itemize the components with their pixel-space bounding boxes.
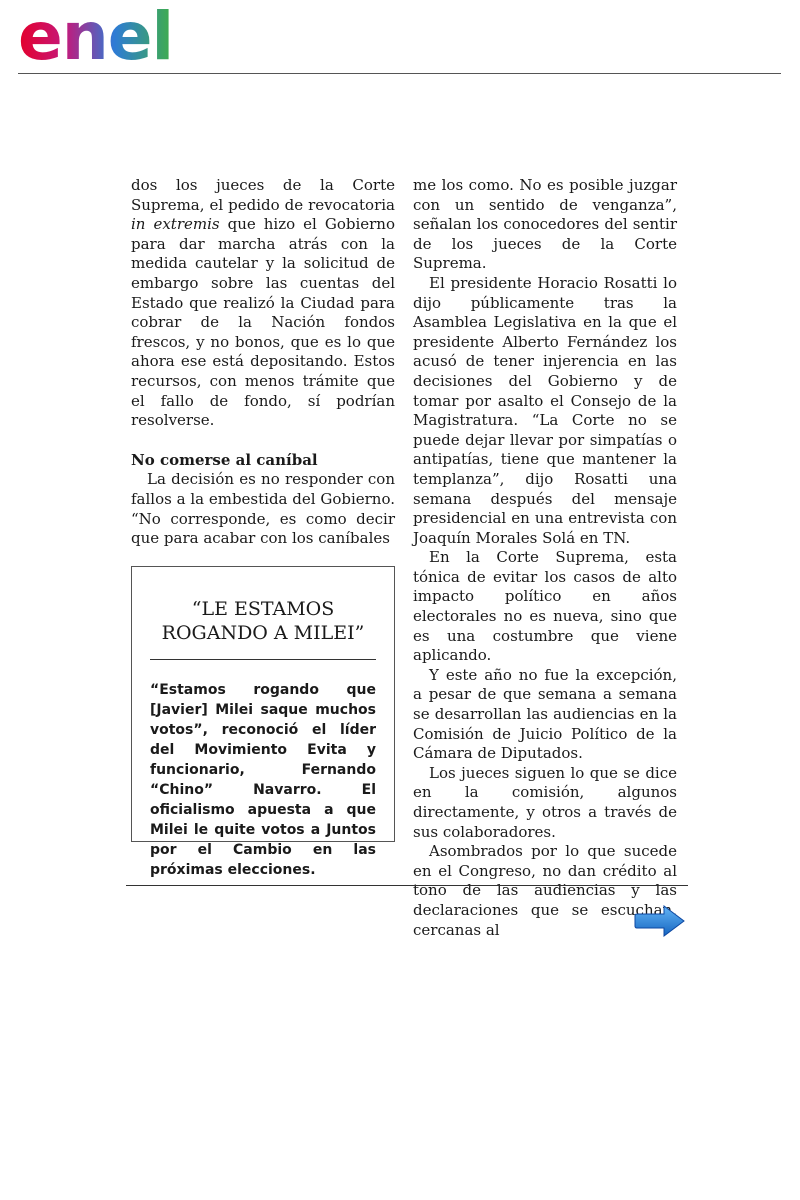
article-paragraph: dos los jueces de la Corte Suprema, el pedido de revocatoria in extremis que hizo el Gobierno para dar marcha atrás con la medida cautelar y la solicitud de embargo sobre las cuentas del Estado que realizó la Ciudad para cobrar de la Nación fondos frescos, y no bonos, que es lo que ahora ese está depositando. Estos recursos, con menos trámite que el fallo de fondo, sí podrían resolverse. <box>131 176 396 430</box>
article-column-right <box>413 176 677 940</box>
sidebar-body: “Estamos rogando que [Javier] Milei saque muchos votos”, reconoció el líder del Movimiento Evita y funcionario, Fernando “Chino” Navarro. El oficialismo apuesta a que Milei le quite votos a Juntos por el Cambio en las próximas elecciones. <box>150 681 376 878</box>
article-paragraph: me los como. No es posible juzgar con un sentido de venganza”, señalan los conocedores del sentir de los jueces de la Corte Suprema. <box>413 176 677 273</box>
article-paragraph: Y este año no fue la excepción, a pesar de que semana a semana se desarrollan las audiencias en la Comisión de Juicio Político de la Cámara de Diputados. <box>413 665 677 763</box>
article-paragraph: El presidente Horacio Rosatti lo dijo públicamente tras la Asamblea Legislativa en la que el presidente Alberto Fernández los acusó de tener injerencia en las decisiones del Gobierno y de tomar por asalto el Consejo de la Magistratura. “La Corte no se puede dejar llevar por simpatías o antipatías, tiene que mantener la templanza”, dijo Rosatti una semana después del mensaje presidencial en una entrevista con Joaquín Morales Solá en TN. <box>413 273 677 547</box>
article-subheading: No comerse al caníbal <box>131 450 318 469</box>
sidebar-divider <box>150 659 376 660</box>
enel-logo: enel <box>18 0 174 75</box>
sidebar-title: “LE ESTAMOS ROGANDO A MILEI” <box>161 597 365 644</box>
article-paragraph: Asombrados por lo que sucede en el Congreso, no dan crédito al tono de las audiencias y las declaraciones que se escuchan, cercanas al <box>413 842 677 939</box>
header-divider <box>18 73 781 74</box>
article-column-left <box>131 176 396 878</box>
article-paragraph: La decisión es no responder con fallos a la embestida del Gobierno. “No corresponde, es como decir que para acabar con los caníbales <box>131 470 395 548</box>
quote-sidebar-box <box>131 566 395 878</box>
article-paragraph: En la Corte Suprema, esta tónica de evitar los casos de alto impacto político en años electorales no es nueva, sino que es una costumbre que viene aplicando. <box>413 548 677 665</box>
footer-divider <box>126 885 688 886</box>
italic-phrase: in extremis <box>131 215 220 234</box>
arrow-right-icon[interactable] <box>634 904 686 938</box>
article-paragraph: Los jueces siguen lo que se dice en la comisión, algunos directamente, y otros a través de sus colaboradores. <box>413 763 677 841</box>
